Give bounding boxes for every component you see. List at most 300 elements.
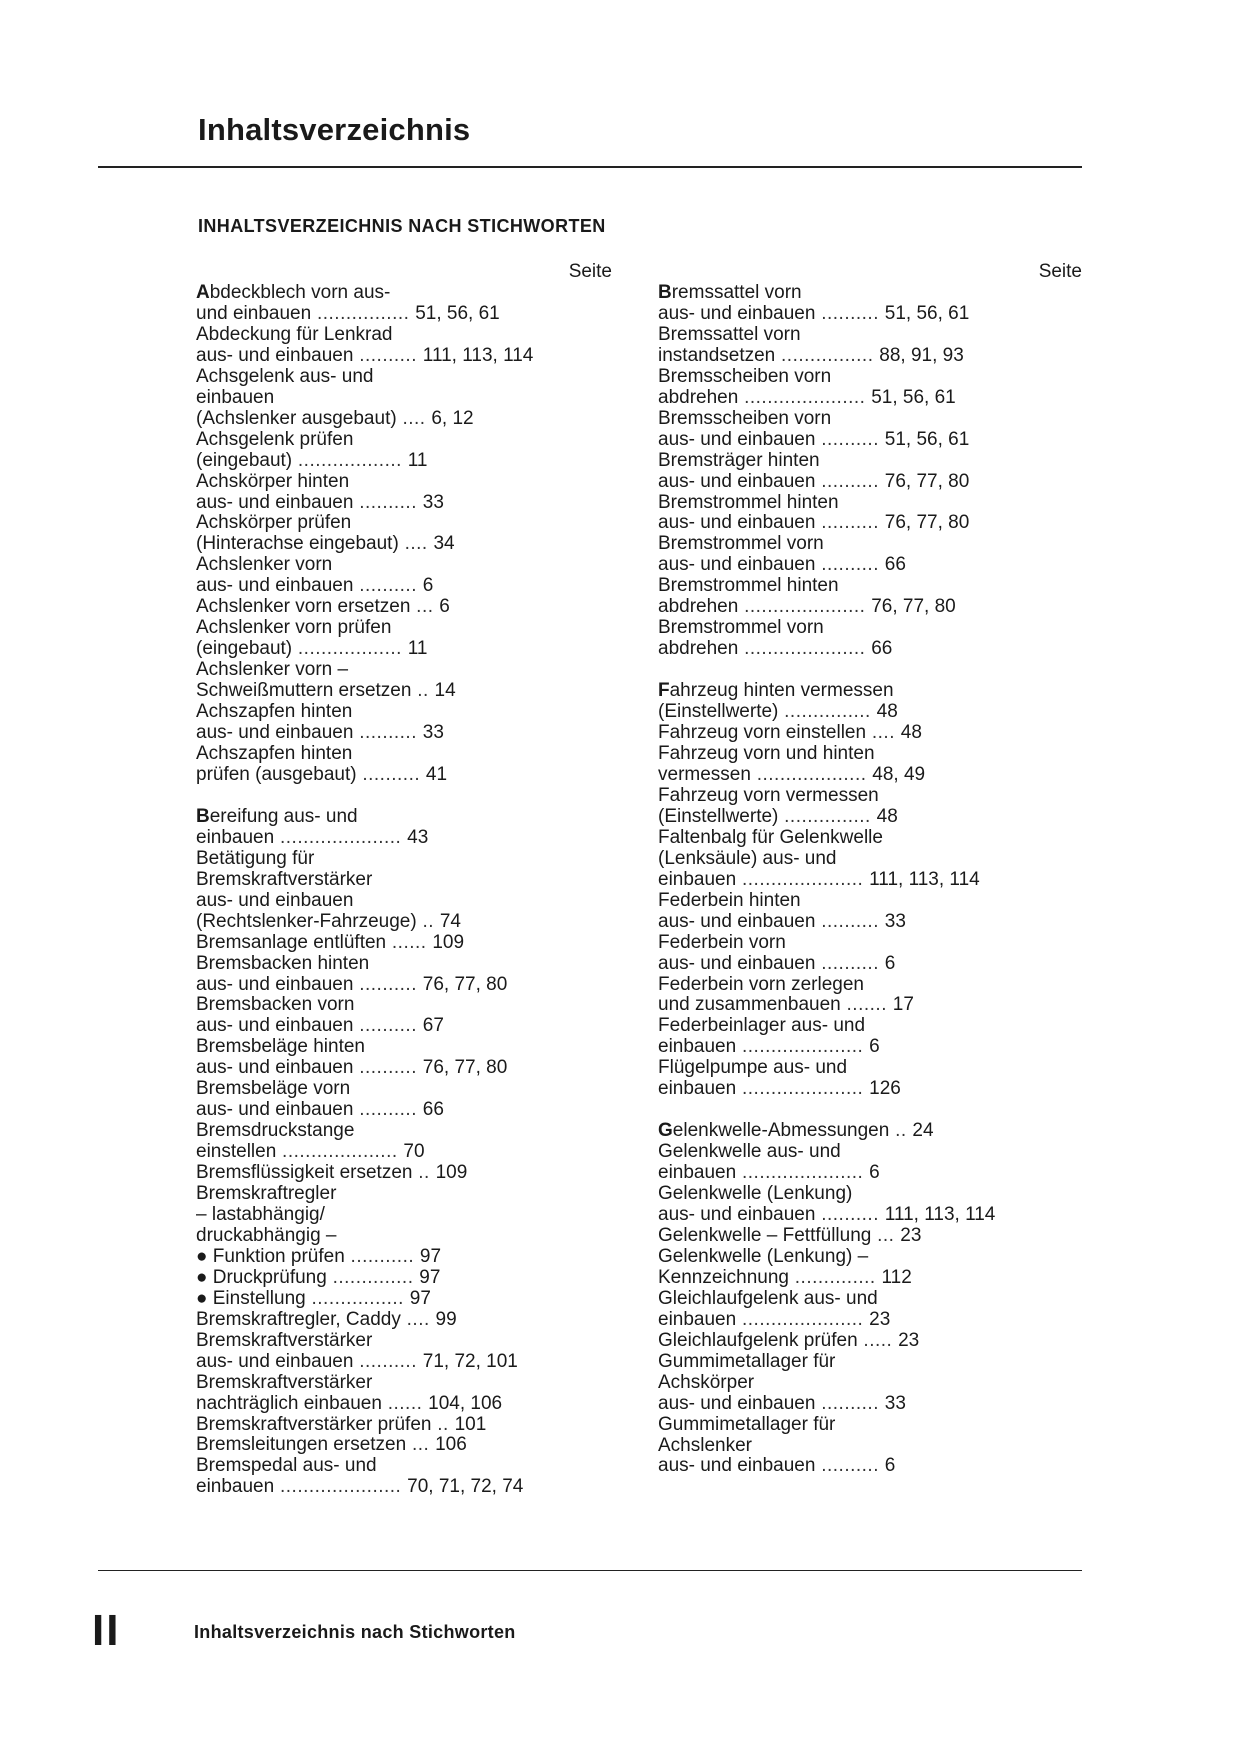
entry-line (196, 409, 616, 430)
entry-line (196, 1268, 616, 1289)
entry-line (196, 681, 616, 702)
index-entry (658, 618, 1082, 660)
entry-line (196, 870, 616, 891)
page-numbers: 109 (435, 1162, 468, 1184)
page-numeral: II (92, 1606, 121, 1655)
entry-text: Achszapfen hinten (196, 742, 353, 764)
entry-line (196, 1247, 616, 1268)
entry-text: (eingebaut) (196, 449, 293, 471)
page-numbers: 11 (407, 449, 428, 471)
entry-line (196, 346, 616, 367)
leader-dots: .......... (815, 302, 885, 324)
entry-text: Achslenker vorn ersetzen (196, 596, 411, 618)
entry-text: Kennzeichnung (658, 1266, 789, 1288)
index-entry (658, 1058, 1082, 1100)
entry-text: einstellen (196, 1141, 277, 1163)
entry-text: Bremsflüssigkeit ersetzen (196, 1162, 413, 1184)
index-entry (658, 1331, 1082, 1352)
entry-line (196, 1121, 616, 1142)
entry-text: aus- und einbauen (658, 1455, 816, 1477)
entry-text: ● Einstellung (196, 1287, 306, 1309)
entry-line (196, 807, 616, 828)
entry-text: Flügelpumpe aus- und (658, 1057, 848, 1079)
leader-dots: .......... (353, 973, 423, 995)
entry-line (658, 765, 1082, 786)
index-entry (658, 325, 1082, 367)
index-entry (196, 954, 616, 996)
entry-line (658, 1037, 1082, 1058)
group-spacer (196, 786, 616, 807)
index-entry (196, 1456, 616, 1498)
entry-text: vermessen (658, 763, 751, 785)
index-entry (196, 995, 616, 1037)
index-entry (658, 828, 1082, 891)
leader-dots: ..................... (736, 1078, 870, 1100)
entry-text: einbauen (658, 1308, 737, 1330)
entry-text: instandsetzen (658, 344, 776, 366)
entry-text: Gelenkwelle (Lenkung) – (658, 1245, 869, 1267)
group-spacer (658, 660, 1082, 681)
entry-text: Achsgelenk prüfen (196, 428, 354, 450)
entry-text: druckabhängig – (196, 1224, 337, 1246)
index-entry (658, 1016, 1082, 1058)
entry-text: Fahrzeug vorn und hinten (658, 743, 875, 765)
entry-line (658, 388, 1082, 409)
leader-dots: ....... (840, 994, 893, 1016)
entry-line (658, 995, 1082, 1016)
leader-dots: .. (431, 1413, 455, 1435)
leader-dots: ... (406, 1434, 436, 1456)
entry-line (658, 1247, 1082, 1268)
entry-text: aus- und einbauen (658, 470, 816, 492)
leader-dots: ..................... (274, 1476, 408, 1498)
entry-line (658, 828, 1082, 849)
index-entry (196, 1415, 616, 1436)
entry-text: Schweißmuttern ersetzen (196, 680, 412, 702)
leader-dots: ..................... (738, 596, 872, 618)
entry-line (196, 367, 616, 388)
page-numbers: 101 (454, 1413, 487, 1435)
entry-line (658, 304, 1082, 325)
index-entry (196, 1184, 616, 1247)
page-numbers: 99 (435, 1308, 457, 1330)
entry-text: Betätigung für (196, 847, 315, 869)
page-numbers: 76, 77, 80 (871, 596, 956, 618)
entry-text: Bremskraftverstärker (196, 868, 373, 890)
entry-text: Gelenkwelle-Abmessungen (658, 1120, 890, 1142)
leader-dots: .... (866, 722, 901, 744)
entry-line (196, 1289, 616, 1310)
leader-dots: ............... (778, 805, 877, 827)
leader-dots: ..................... (736, 1308, 870, 1330)
entry-line (658, 1352, 1082, 1373)
entry-text: Achszapfen hinten (196, 701, 353, 723)
entry-text: abdrehen (658, 596, 739, 618)
entry-text: aus- und einbauen (658, 1392, 816, 1414)
entry-line (196, 597, 616, 618)
page-numbers: 71, 72, 101 (422, 1350, 518, 1372)
page-numbers: 109 (432, 931, 465, 953)
entry-text: aus- und einbauen (658, 302, 816, 324)
index-entry (658, 534, 1082, 576)
page-numbers: 97 (419, 1266, 441, 1288)
entry-line (658, 325, 1082, 346)
entry-text: Achskörper hinten (196, 470, 350, 492)
page-numbers: 23 (898, 1329, 920, 1351)
entry-text: Faltenbalg für Gelenkwelle (658, 826, 883, 848)
index-entry (196, 367, 616, 430)
index-entry (196, 325, 616, 367)
entry-text: nachträglich einbauen (196, 1392, 382, 1414)
leader-dots: .......... (815, 428, 885, 450)
leader-dots: .......... (353, 575, 423, 597)
entry-text: Federbeinlager aus- und (658, 1015, 866, 1037)
entry-text: Gummimetallager für (658, 1350, 836, 1372)
entry-text: (eingebaut) (196, 638, 293, 660)
entry-line (196, 1142, 616, 1163)
entry-line (658, 1289, 1082, 1310)
leader-dots: ................... (750, 763, 873, 785)
page-numbers: 126 (869, 1078, 901, 1100)
seite-label: Seite (568, 261, 612, 282)
page-numbers: 34 (433, 533, 455, 555)
entry-line (196, 1415, 616, 1436)
page-numbers: 23 (900, 1224, 922, 1246)
entry-text: Achslenker (658, 1434, 752, 1456)
page-numbers: 51, 56, 61 (415, 302, 500, 324)
entry-line (196, 430, 616, 451)
entry-text: Bremsanlage entlüften (196, 931, 387, 953)
index-entry (196, 1037, 616, 1079)
leader-dots: .. (889, 1120, 913, 1142)
index-entry (658, 744, 1082, 786)
index-entry (196, 1121, 616, 1163)
group-spacer (658, 1100, 1082, 1121)
entry-text: Federbein vorn zerlegen (658, 973, 864, 995)
entry-line (658, 954, 1082, 975)
entry-line (658, 367, 1082, 388)
entry-line (196, 1058, 616, 1079)
index-entry (658, 367, 1082, 409)
index-entry (196, 702, 616, 744)
entry-line (196, 975, 616, 996)
entry-text: aus- und einbauen (658, 512, 816, 534)
entry-line (658, 283, 1082, 304)
index-entry (196, 849, 616, 933)
entry-text: Bremsbeläge hinten (196, 1036, 365, 1058)
index-entry (658, 576, 1082, 618)
entry-line (658, 744, 1082, 765)
header-rule (98, 166, 1082, 168)
entry-text: Fahrzeug hinten vermessen (658, 680, 894, 702)
leader-dots: ..................... (274, 826, 408, 848)
index-entry (196, 555, 616, 597)
leader-dots: ...... (381, 1392, 429, 1414)
page-numbers: 41 (425, 763, 448, 785)
leader-dots: ................ (305, 1287, 410, 1309)
entry-text: (Einstellwerte) (658, 805, 779, 827)
index-entry (196, 933, 616, 954)
entry-line (196, 472, 616, 493)
page-numbers: 6 (884, 952, 896, 974)
entry-text: Bremsbacken hinten (196, 952, 370, 974)
leader-dots: .......... (815, 1455, 885, 1477)
entry-text: Bremstrommel vorn (658, 533, 824, 555)
entry-text: Achskörper (658, 1371, 755, 1393)
leader-dots: ..................... (736, 868, 870, 890)
entry-text: (Rechtslenker-Fahrzeuge) (196, 910, 417, 932)
entry-line (658, 493, 1082, 514)
index-entry (196, 430, 616, 472)
page-numbers: 76, 77, 80 (422, 1057, 508, 1079)
index-entry (196, 1163, 616, 1184)
entry-line (658, 472, 1082, 493)
index-entry (196, 807, 616, 849)
leader-dots: .......... (815, 1392, 885, 1414)
index-entry (658, 933, 1082, 975)
page-numbers: 43 (407, 826, 429, 848)
entry-line (196, 1394, 616, 1415)
index-entry (196, 1247, 616, 1268)
page-numbers: 66 (422, 1099, 444, 1121)
index-entry (658, 409, 1082, 451)
page-numbers: 74 (439, 910, 461, 932)
leader-dots: .... (396, 407, 432, 429)
page-numbers: 66 (871, 638, 893, 660)
entry-line (658, 870, 1082, 891)
seite-label: Seite (1038, 261, 1082, 282)
entry-text: Bremskraftverstärker prüfen (196, 1413, 432, 1435)
entry-text: Achslenker vorn (196, 554, 333, 576)
index-entry (196, 283, 616, 325)
entry-text: und einbauen (196, 302, 312, 324)
index-entry (658, 493, 1082, 535)
entry-line (658, 639, 1082, 660)
leader-dots: .......... (353, 1099, 423, 1121)
entry-text: Bremsträger hinten (658, 449, 820, 471)
entry-line (196, 1205, 616, 1226)
entry-line (658, 1205, 1082, 1226)
entry-line (658, 807, 1082, 828)
entry-text: einbauen (196, 1476, 275, 1498)
entry-line (196, 660, 616, 681)
entry-line (658, 912, 1082, 933)
index-entry (196, 1268, 616, 1289)
entry-text: prüfen (ausgebaut) (196, 763, 357, 785)
entry-text: einbauen (658, 1162, 737, 1184)
entry-text: (Lenksäule) aus- und (658, 847, 837, 869)
entry-line (196, 828, 616, 849)
entry-line (196, 912, 616, 933)
entry-line (658, 1058, 1082, 1079)
entry-text: aus- und einbauen (658, 910, 816, 932)
page-numbers: 51, 56, 61 (884, 428, 970, 450)
index-entry (196, 1373, 616, 1415)
leader-dots: .......... (815, 910, 885, 932)
entry-text: Gelenkwelle – Fettfüllung (658, 1224, 872, 1246)
leader-dots: .......... (353, 491, 423, 513)
page-numbers: 6, 12 (431, 407, 474, 429)
leader-dots: .............. (326, 1266, 420, 1288)
leader-dots: .......... (353, 1015, 423, 1037)
page-numbers: 6 (869, 1036, 880, 1058)
entry-line (658, 1079, 1082, 1100)
entry-text: (Hinterachse eingebaut) (196, 533, 399, 555)
leader-dots: .......... (815, 952, 885, 974)
entry-text: einbauen (196, 826, 275, 848)
entry-text: ● Funktion prüfen (196, 1245, 345, 1267)
entry-text: aus- und einbauen (196, 722, 354, 744)
entry-line (658, 618, 1082, 639)
entry-text: Bremstrommel hinten (658, 491, 839, 513)
entry-line (196, 1435, 616, 1456)
entry-line (196, 1226, 616, 1247)
leader-dots: .................. (292, 638, 408, 660)
entry-line (658, 1415, 1082, 1436)
index-entry (658, 1247, 1082, 1289)
entry-text: Bremsleitungen ersetzen (196, 1434, 407, 1456)
entry-line (196, 451, 616, 472)
entry-line (196, 891, 616, 912)
entry-line (658, 1121, 1082, 1142)
entry-line (658, 597, 1082, 618)
index-entry (658, 786, 1082, 828)
index-entry (196, 1435, 616, 1456)
index-entry (196, 744, 616, 786)
entry-text: Bremskraftverstärker (196, 1329, 373, 1351)
entry-line (196, 618, 616, 639)
index-entry (658, 975, 1082, 1017)
entry-line (658, 1268, 1082, 1289)
index-entry (196, 618, 616, 660)
entry-text: einbauen (658, 1078, 737, 1100)
entry-line (658, 891, 1082, 912)
entry-line (658, 849, 1082, 870)
page-numbers: 67 (422, 1015, 444, 1037)
page-numbers: 33 (884, 910, 906, 932)
page-numbers: 24 (912, 1120, 934, 1142)
entry-line (658, 430, 1082, 451)
entry-text: Bremssattel vorn (658, 282, 802, 303)
entry-line (658, 409, 1082, 430)
entry-line (658, 1310, 1082, 1331)
entry-text: Abdeckung für Lenkrad (196, 323, 393, 345)
leader-dots: ..................... (736, 1162, 870, 1184)
entry-line (658, 786, 1082, 807)
entry-line (658, 1184, 1082, 1205)
page-numbers: 88, 91, 93 (879, 344, 964, 366)
page-numbers: 112 (881, 1266, 912, 1288)
leader-dots: ........... (344, 1245, 420, 1267)
index-entry (196, 660, 616, 702)
index-entry (196, 472, 616, 514)
index-entry (658, 1415, 1082, 1478)
entry-line (658, 346, 1082, 367)
page-numbers: 6 (439, 596, 450, 618)
leader-dots: ... (871, 1224, 901, 1246)
entry-text: (Achslenker ausgebaut) (196, 407, 397, 429)
entry-line (658, 1331, 1082, 1352)
entry-line (196, 555, 616, 576)
entry-text: aus- und einbauen (196, 344, 354, 366)
entry-text: Fahrzeug vorn vermessen (658, 784, 879, 806)
entry-text: Bremstrommel vorn (658, 617, 824, 639)
entry-line (196, 849, 616, 870)
leader-dots: ................ (311, 302, 416, 324)
entry-line (658, 723, 1082, 744)
entry-text: Bremsbeläge vorn (196, 1078, 351, 1100)
entry-line (196, 1352, 616, 1373)
leader-dots: ............... (778, 701, 877, 723)
page-numbers: 106 (435, 1434, 467, 1456)
index-entry (196, 597, 616, 618)
entry-text: aus- und einbauen (196, 491, 354, 513)
entry-text: Achsgelenk aus- und (196, 365, 374, 387)
index-column-left (196, 262, 616, 1498)
entry-line (196, 1037, 616, 1058)
entry-text: einbauen (196, 386, 275, 408)
page-numbers: 48 (876, 805, 898, 827)
entry-line (196, 744, 616, 765)
entry-text: Bremspedal aus- und (196, 1455, 377, 1477)
section-title: INHALTSVERZEICHNIS NACH STICHWORTEN (198, 216, 606, 236)
entry-line (196, 304, 616, 325)
leader-dots: .......... (815, 512, 885, 534)
entry-text: abdrehen (658, 386, 739, 408)
page-numbers: 104, 106 (428, 1392, 503, 1414)
leader-dots: .............. (789, 1266, 882, 1288)
entry-line (658, 1436, 1082, 1457)
page-numbers: 23 (869, 1308, 891, 1330)
entry-text: Abdeckblech vorn aus- (196, 282, 391, 303)
page-numbers: 48, 49 (872, 763, 926, 785)
entry-line (658, 975, 1082, 996)
entry-text: Federbein vorn (658, 931, 786, 953)
entry-line (658, 534, 1082, 555)
leader-dots: .. (411, 680, 435, 702)
leader-dots: .......... (815, 1204, 885, 1226)
leader-dots: .... (398, 533, 434, 555)
leader-dots: .......... (815, 554, 885, 576)
entry-text: Bremskraftregler (196, 1183, 337, 1205)
entry-text: Achslenker vorn – (196, 659, 349, 681)
index-entry (658, 723, 1082, 744)
leader-dots: .......... (353, 1350, 423, 1372)
index-column-right (658, 262, 1082, 1477)
entry-line (196, 1016, 616, 1037)
entry-line (196, 954, 616, 975)
entry-text: Bremssattel vorn (658, 323, 801, 345)
entry-line (658, 1373, 1082, 1394)
page-numbers: 14 (434, 680, 456, 702)
entry-text: Achslenker vorn prüfen (196, 617, 392, 639)
page-numbers: 6 (884, 1455, 896, 1477)
entry-line (196, 765, 616, 786)
page-numbers: 17 (892, 994, 914, 1016)
entry-line (196, 513, 616, 534)
index-entry (658, 681, 1082, 723)
index-entry (658, 1121, 1082, 1142)
page-numbers: 33 (422, 491, 444, 513)
entry-text: Bremskraftregler, Caddy (196, 1308, 401, 1330)
index-entry (658, 283, 1082, 325)
page-numbers: 76, 77, 80 (422, 973, 508, 995)
entry-line (658, 576, 1082, 597)
page-numbers: 70 (403, 1141, 425, 1163)
index-entry (658, 1289, 1082, 1331)
leader-dots: .... (400, 1308, 436, 1330)
leader-dots: ..................... (738, 386, 872, 408)
